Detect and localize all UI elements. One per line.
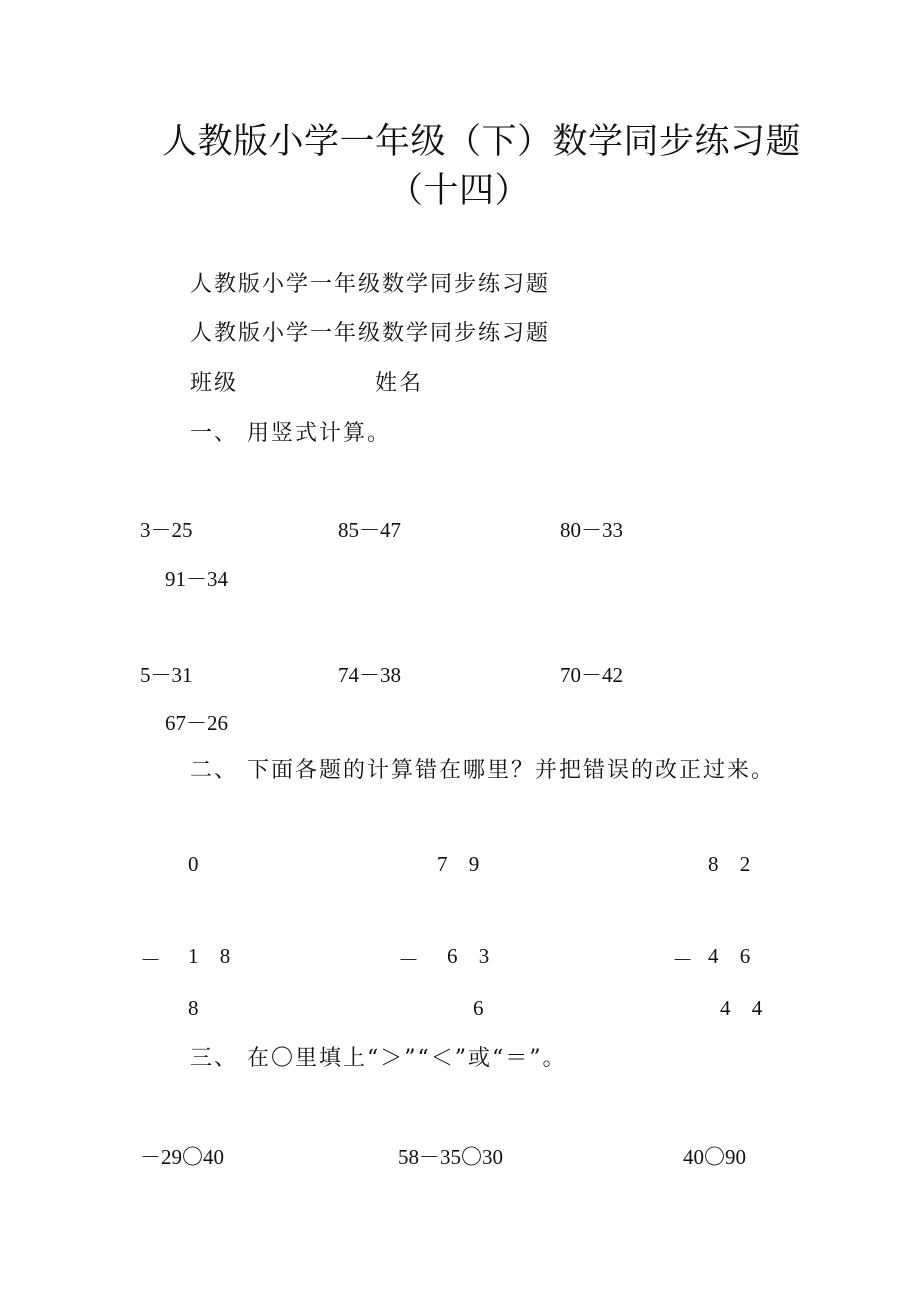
section-3-heading: 三、 在〇里填上“＞”“＜”或“＝”。 bbox=[190, 1046, 567, 1071]
minus-sign-1: － bbox=[140, 948, 161, 972]
name-label: 姓名 bbox=[375, 371, 424, 396]
vertical-result-1: 8 bbox=[188, 996, 199, 1020]
subtitle-2: 人教版小学一年级数学同步练习题 bbox=[190, 321, 551, 346]
vertical-top-2: 7 9 bbox=[437, 852, 488, 876]
problem-4: 91－34 bbox=[165, 567, 228, 591]
document-title: 人教版小学一年级（下）数学同步练习题 bbox=[162, 122, 802, 162]
vertical-bottom-2: 6 3 bbox=[447, 944, 498, 968]
minus-sign-3: － bbox=[672, 948, 693, 972]
vertical-bottom-1: 1 8 bbox=[188, 944, 239, 968]
minus-sign-2: － bbox=[398, 948, 419, 972]
problem-5: 5－31 bbox=[140, 663, 193, 687]
problem-1: 3－25 bbox=[140, 518, 193, 542]
problem-8: 67－26 bbox=[165, 711, 228, 735]
problem-2: 85－47 bbox=[338, 518, 401, 542]
compare-problem-1: －29〇40 bbox=[140, 1145, 224, 1169]
subtitle-1: 人教版小学一年级数学同步练习题 bbox=[190, 272, 551, 297]
problem-3: 80－33 bbox=[560, 518, 623, 542]
vertical-result-3: 4 4 bbox=[720, 996, 771, 1020]
section-1-heading: 一、 用竖式计算。 bbox=[190, 421, 391, 446]
problem-6: 74－38 bbox=[338, 663, 401, 687]
section-2-heading: 二、 下面各题的计算错在哪里？并把错误的改正过来。 bbox=[190, 758, 775, 783]
class-label: 班级 bbox=[190, 371, 239, 396]
document-title-suffix: （十四） bbox=[388, 171, 531, 211]
vertical-top-3: 8 2 bbox=[708, 852, 759, 876]
vertical-result-2: 6 bbox=[473, 996, 484, 1020]
vertical-bottom-3: 4 6 bbox=[708, 944, 759, 968]
vertical-top-1: 0 bbox=[188, 852, 199, 876]
compare-problem-3: 40〇90 bbox=[683, 1145, 746, 1169]
problem-7: 70－42 bbox=[560, 663, 623, 687]
compare-problem-2: 58－35〇30 bbox=[398, 1145, 503, 1169]
